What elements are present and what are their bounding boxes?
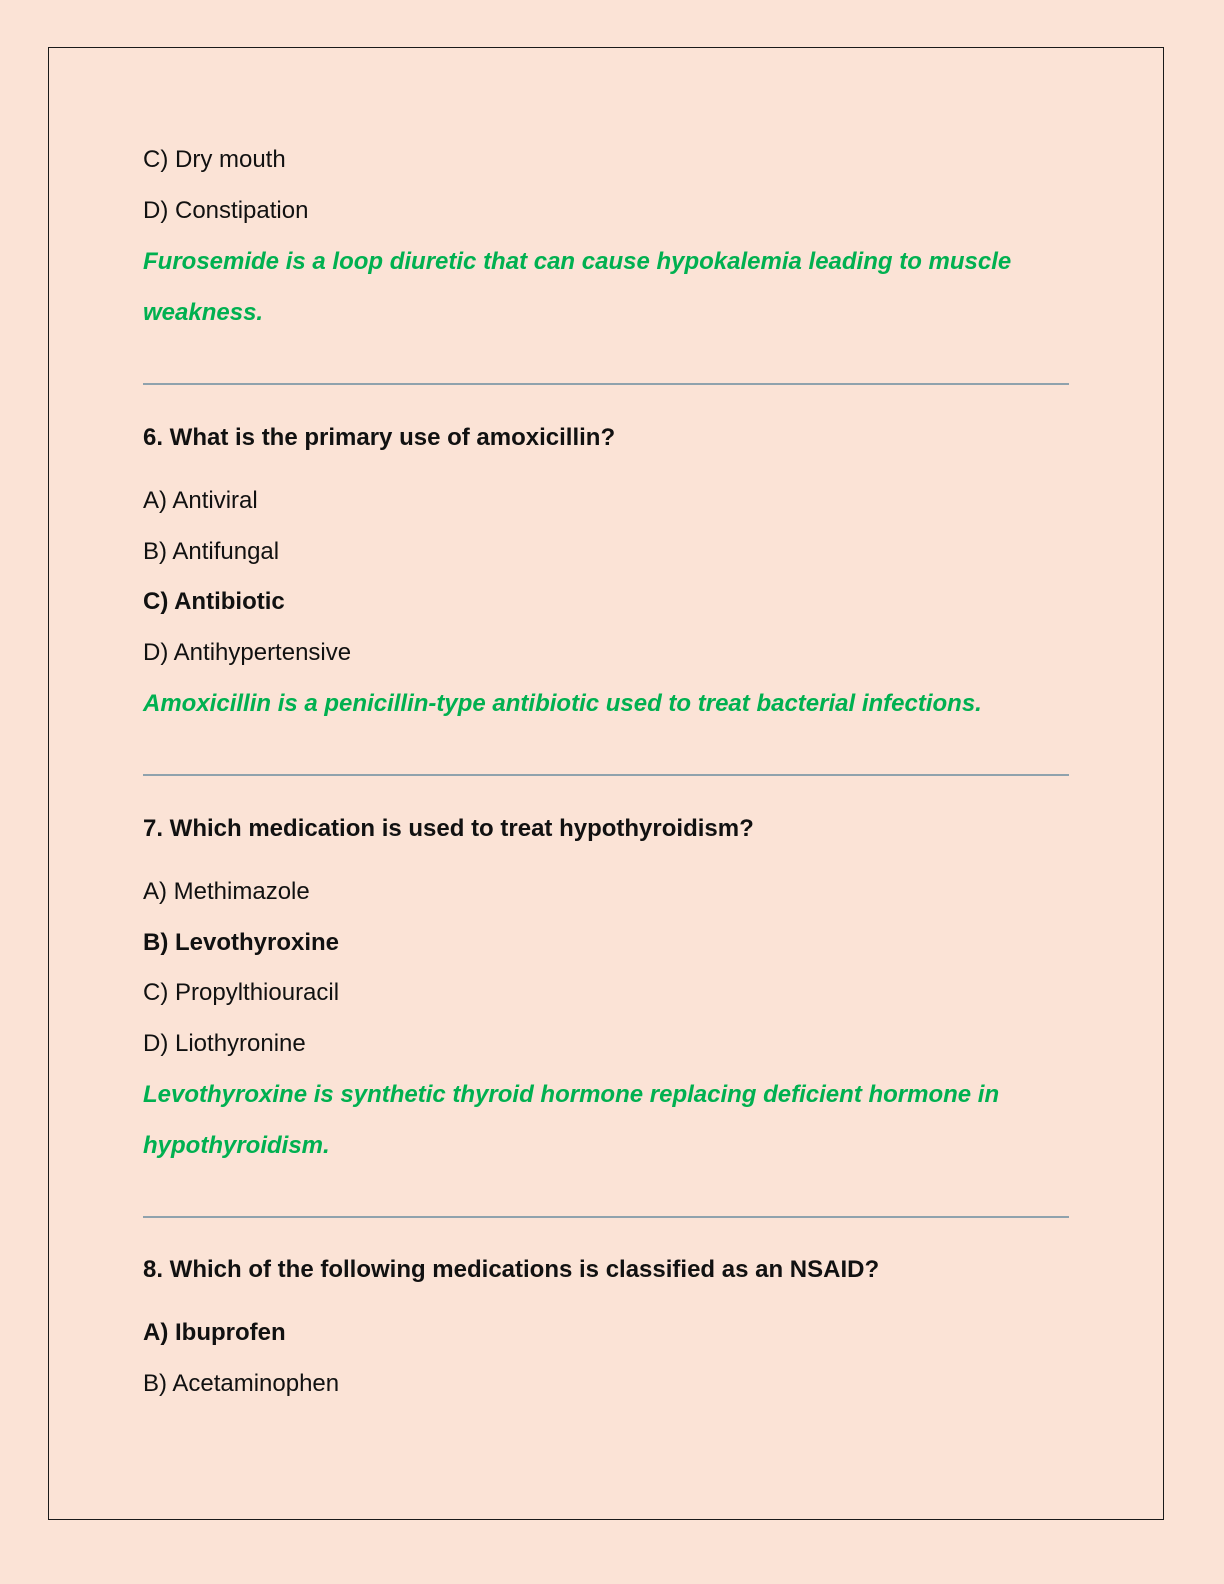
q6-option-b: B) Antifungal xyxy=(143,538,280,565)
q6-explanation: Amoxicillin is a penicillin-type antibiotic used to treat bacterial infections. xyxy=(143,690,982,717)
q7-option-b-correct: B) Levothyroxine xyxy=(143,929,340,956)
q8-question: 8. Which of the following medications is classified as an NSAID? xyxy=(143,1256,880,1283)
divider xyxy=(143,383,1069,385)
divider xyxy=(143,774,1069,776)
q7-option-a: A) Methimazole xyxy=(143,878,310,905)
q6-option-a: A) Antiviral xyxy=(143,487,258,514)
q6-question: 6. What is the primary use of amoxicillin? xyxy=(143,424,616,451)
q5-option-d: D) Constipation xyxy=(143,197,309,224)
q6-option-d: D) Antihypertensive xyxy=(143,639,352,666)
q7-explanation-line2: hypothyroidism. xyxy=(143,1132,330,1159)
q7-option-c: C) Propylthiouracil xyxy=(143,979,340,1006)
q5-option-c: C) Dry mouth xyxy=(143,146,286,173)
q5-explanation-line1: Furosemide is a loop diuretic that can cause hypokalemia leading to muscle xyxy=(143,248,1012,275)
q7-explanation-line1: Levothyroxine is synthetic thyroid hormone replacing deficient hormone in xyxy=(143,1081,1000,1108)
q8-option-b: B) Acetaminophen xyxy=(143,1370,340,1397)
q7-question: 7. Which medication is used to treat hypothyroidism? xyxy=(143,815,754,842)
q7-option-d: D) Liothyronine xyxy=(143,1030,306,1057)
q5-explanation-line2: weakness. xyxy=(143,299,264,326)
divider xyxy=(143,1216,1069,1218)
q6-option-c-correct: C) Antibiotic xyxy=(143,588,285,615)
q8-option-a-correct: A) Ibuprofen xyxy=(143,1319,286,1346)
